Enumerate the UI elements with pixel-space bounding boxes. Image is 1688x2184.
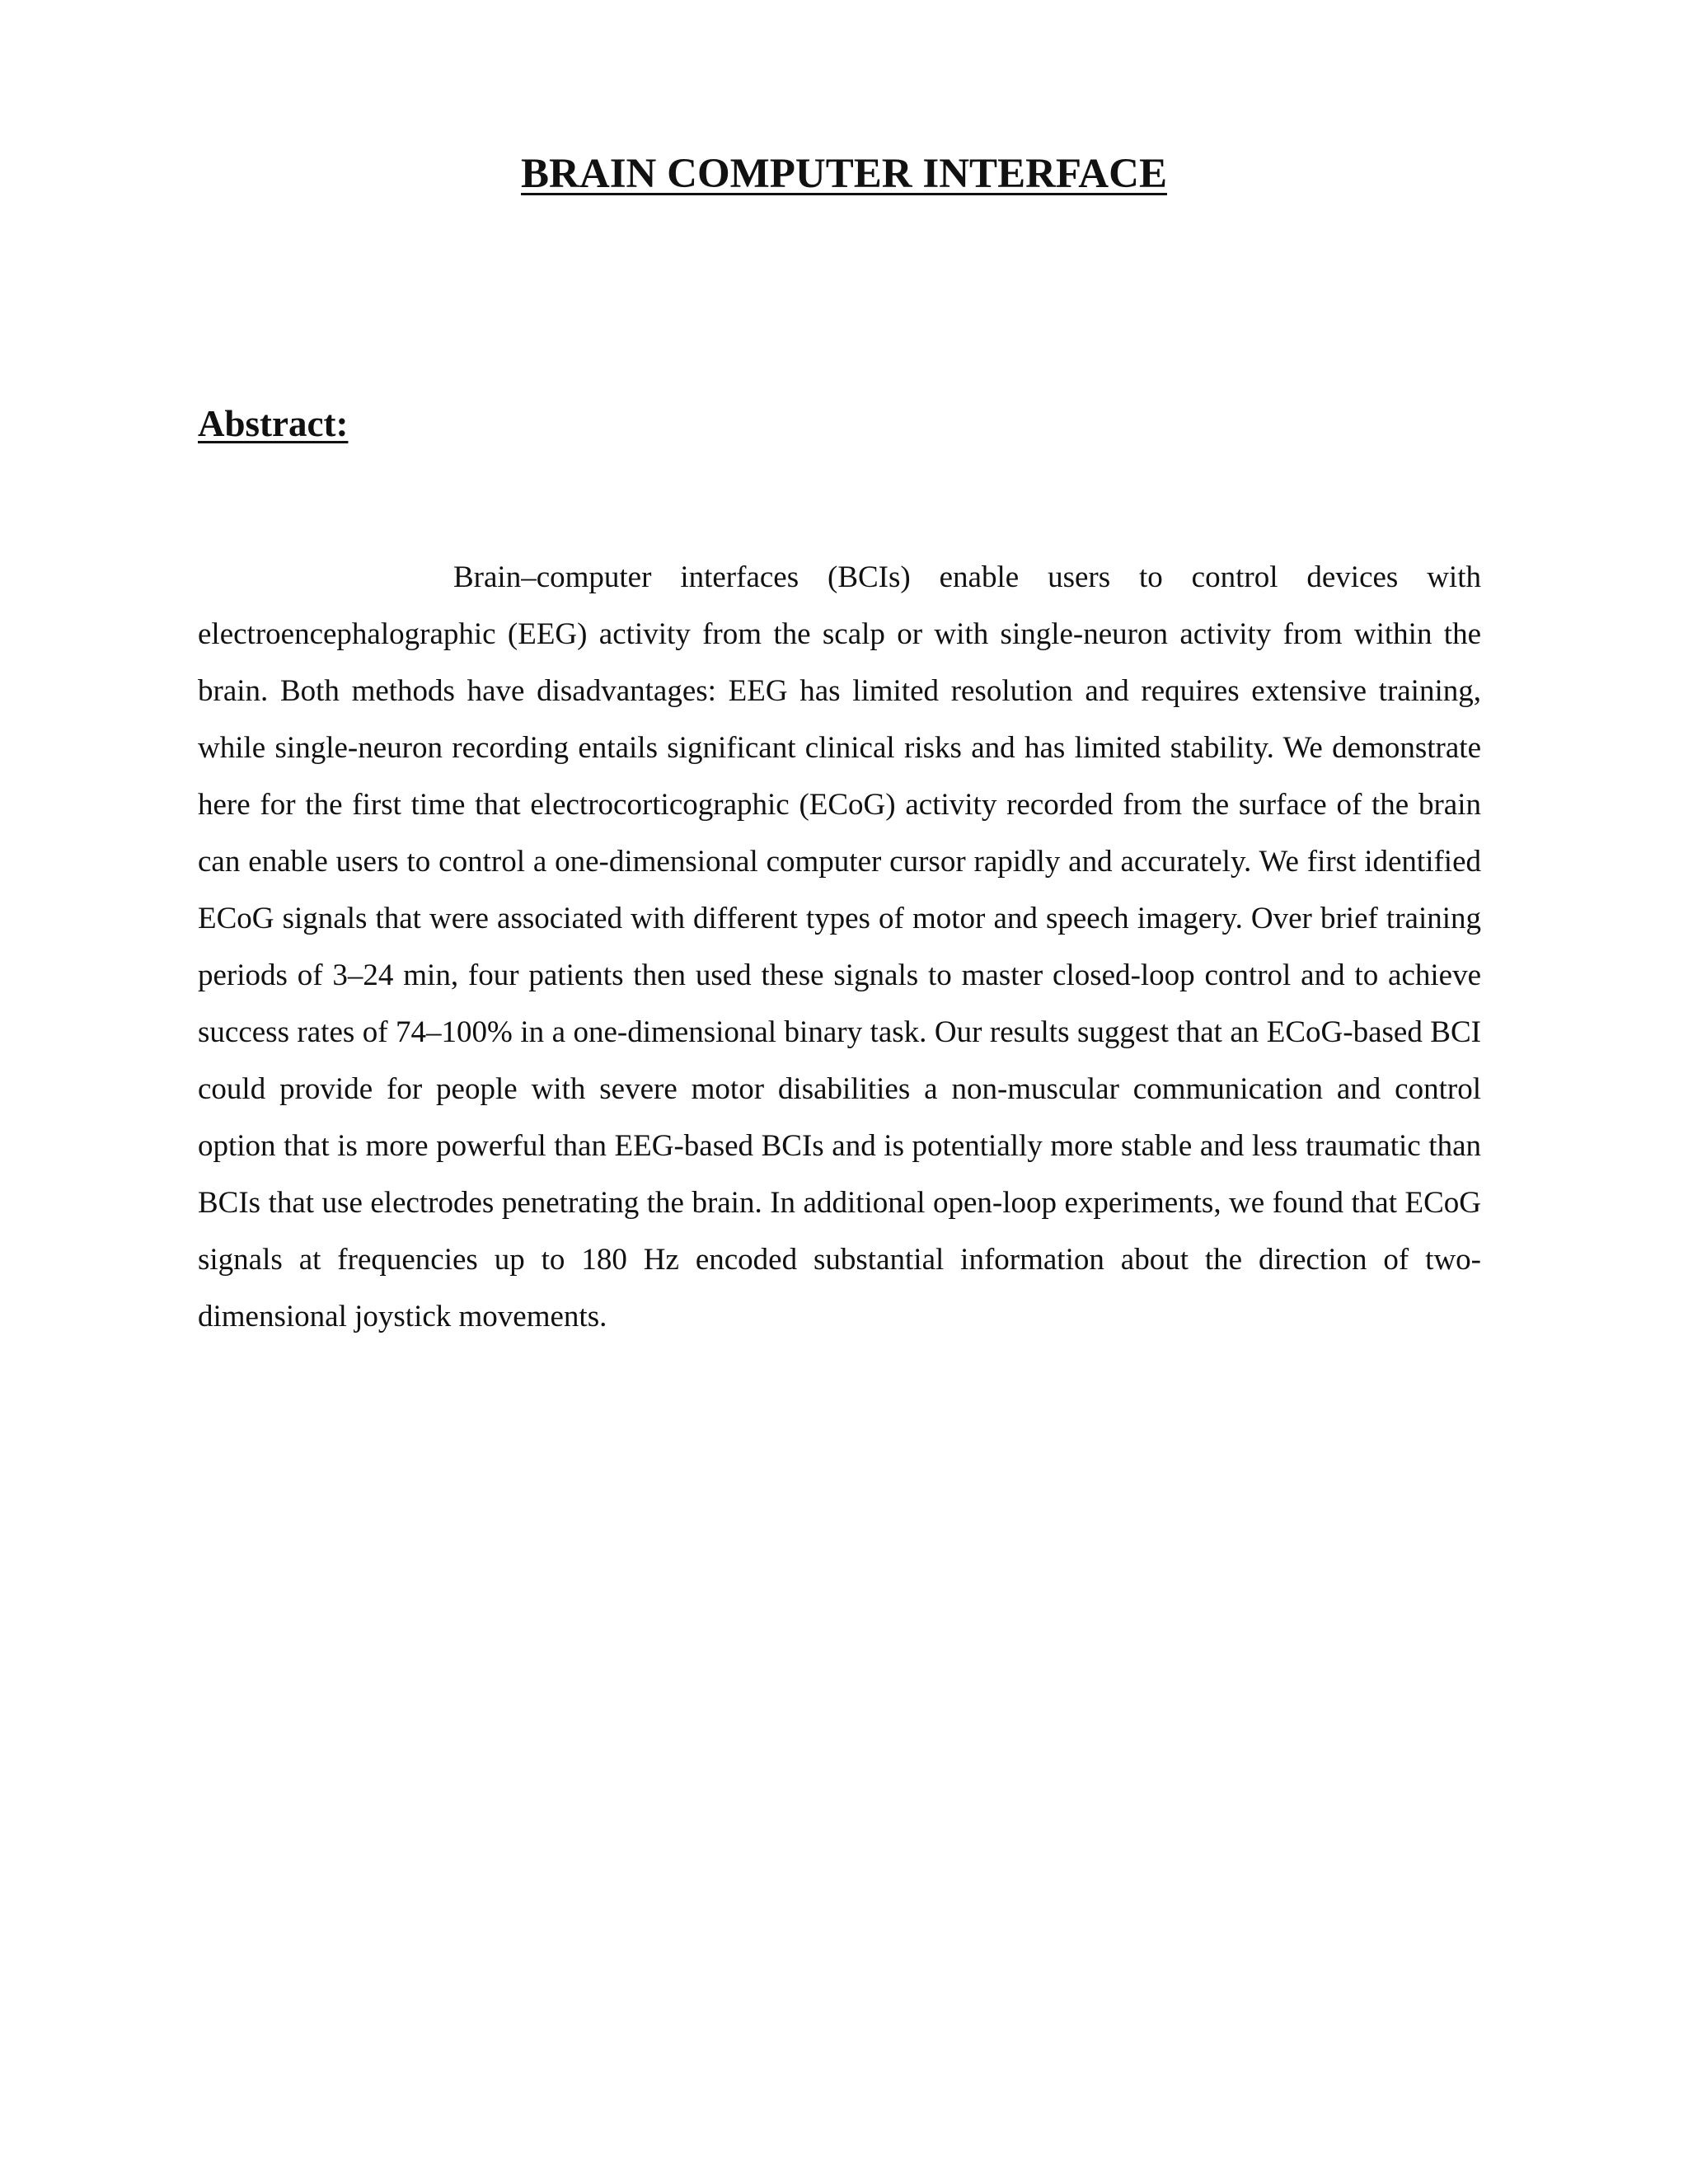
- document-title: BRAIN COMPUTER INTERFACE: [521, 151, 1167, 197]
- abstract-paragraph: Brain–computer interfaces (BCIs) enable users to control devices with electroencephalographic (EEG) activity from the scalp or with single-neuron activity from within the brain. Both methods have disadvantages: EEG has limited resolution and requires extensive training, while single-neuron recording entails significant clinical risks and has limited stability. We demonstrate here for the first time that electrocorticographic (ECoG) activity recorded from the surface of the brain can enable users to control a one-dimensional computer cursor rapidly and accurately. We first identified ECoG signals that were associated with different types of motor and speech imagery. Over brief training periods of 3–24 min, four patients then used these signals to master closed-loop control and to achieve success rates of 74–100% in a one-dimensional binary task. Our results suggest that an ECoG-based BCI could provide for people with severe motor disabilities a non-muscular communication and control option that is more powerful than EEG-based BCIs and is potentially more stable and less traumatic than BCIs that use electrodes penetrating the brain. In additional open-loop experiments, we found that ECoG signals at frequencies up to 180 Hz encoded substantial information about the direction of two-dimensional joystick movements.: [198, 560, 1481, 1333]
- abstract-heading: Abstract:: [198, 403, 349, 444]
